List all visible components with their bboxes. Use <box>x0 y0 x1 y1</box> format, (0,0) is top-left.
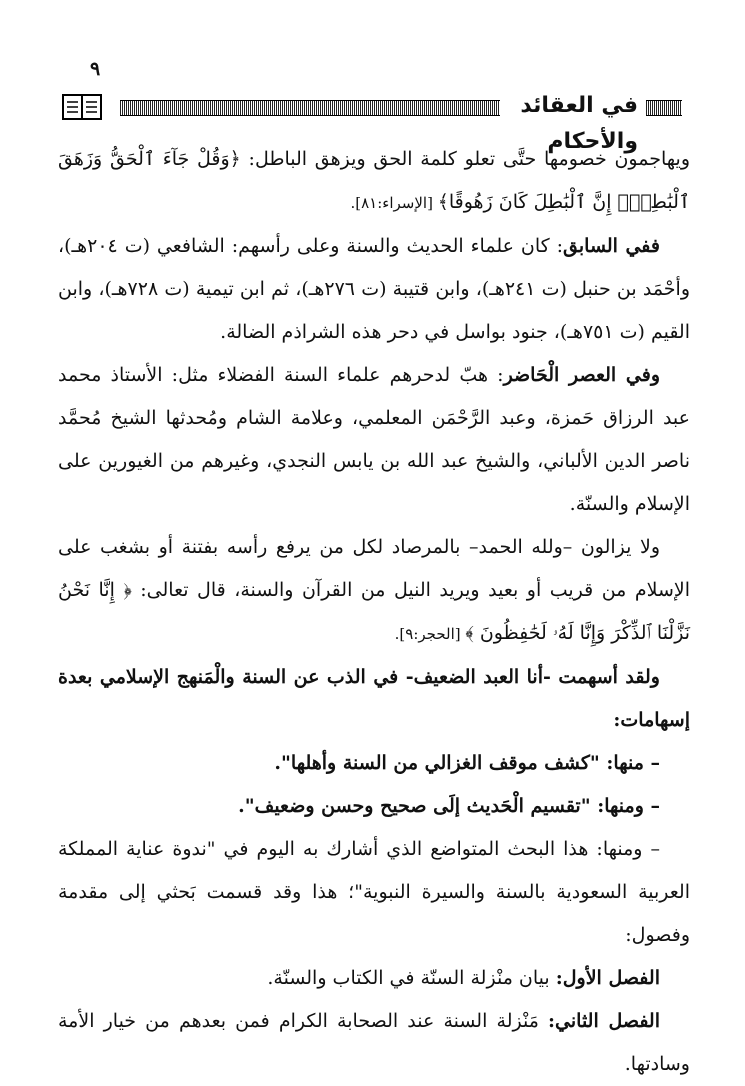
paragraph-4 <box>58 526 690 656</box>
paragraph-text: ولا يزالون –ولله الحمد– بالمرصاد لكل من يرفع رأسه بفتنة أو بشغب على الإسلام من قريب أو بعيد ويريد النيل من القرآن والسنة، قال تعالى: <box>58 536 690 601</box>
chapter-text: مَنْزلة السنة عند الصحابة الكرام فمن بعدهم من خيار الأمة وسادتها. <box>58 1010 690 1075</box>
paragraph-lead: ففي السابق <box>563 235 660 257</box>
list-item-text: – منها: "كشف موقف الغزالي من السنة وأهلها". <box>274 752 660 774</box>
paragraph-text: ويهاجمون خصومها حتَّى تعلو كلمة الحق ويزهق الباطل: <box>240 148 690 170</box>
book-icon <box>62 94 102 120</box>
verse-reference: [الإسراء:٨١]. <box>350 194 438 212</box>
paragraph-6 <box>58 828 690 957</box>
quran-verse: ﴿ إِنَّا نَحْنُ نَزَّلْنَا ٱلذِّكْرَ وَإِنَّا لَهُۥ لَحَٰفِظُونَ ﴾ <box>58 579 690 644</box>
page-body <box>58 138 690 1086</box>
list-item-text: – ومنها: "تقسيم الْحَديث إلَى صحيح وحسن وضعيف". <box>238 795 660 817</box>
paragraph-lead: وفي العصر الْحَاضر <box>503 364 660 386</box>
chapter-label: الفصل الثاني: <box>548 1010 660 1032</box>
quran-verse: ﴿وَقُلْ جَآءَ ٱلْحَقُّ وَزَهَقَ ٱلْبَٰطِلُۚ إِنَّ ٱلْبَٰطِلَ كَانَ زَهُوقًا﴾ <box>58 148 690 213</box>
header-title: في العقائد والأحكام <box>520 93 638 154</box>
paragraph-3 <box>58 354 690 526</box>
chapter-item <box>58 957 690 1000</box>
verse-reference: [الحجر:٩]. <box>394 625 466 643</box>
paragraph-2 <box>58 225 690 354</box>
paragraph-text: : هبّ لدحرهم علماء السنة الفضلاء مثل: الأستاذ محمد عبد الرزاق حَمزة، وعبد الرَّحْمَن المعلمي، وعلامة الشام ومُحدثها الشيخ مُحمَّد ناصر الدين الألباني، والشيخ عبد الله بن يابس النجدي، وغيرهم من الغيورين على الإسلام والسنّة. <box>58 364 690 515</box>
header-ornament-band-right <box>646 100 682 116</box>
running-header <box>62 88 682 154</box>
header-ornament-band <box>120 100 500 116</box>
paragraph-1 <box>58 138 690 225</box>
paragraph-text: – ومنها: هذا البحث المتواضع الذي أشارك به اليوم في "ندوة عناية المملكة العربية السعودية بالسنة والسيرة النبوية"؛ هذا وقد قسمت بَحثي إلى مقدمة وفصول: <box>58 838 690 946</box>
paragraph-5 <box>58 656 690 742</box>
paragraph-text: ولقد أسهمت -أنا العبد الضعيف- في الذب عن السنة والْمَنهج الإسلامي بعدة إسهامات: <box>58 666 690 731</box>
paragraph-text: : كان علماء الحديث والسنة وعلى رأسهم: الشافعي (ت ٢٠٤هـ)، وأحْمَد بن حنبل (ت ٢٤١هـ)، وابن قتيبة (ت ٢٧٦هـ)، ثم ابن تيمية (ت ٧٢٨هـ)، وابن القيم (ت ٧٥١هـ)، جنود بواسل في دحر هذه الشراذم الضالة. <box>58 235 690 343</box>
chapter-text: بيان منْزلة السنّة في الكتاب والسنّة. <box>267 967 556 989</box>
list-item <box>58 742 690 785</box>
chapter-item <box>58 1000 690 1086</box>
page-number: ٩ <box>90 58 101 80</box>
chapter-label: الفصل الأول: <box>555 967 660 989</box>
list-item <box>58 785 690 828</box>
